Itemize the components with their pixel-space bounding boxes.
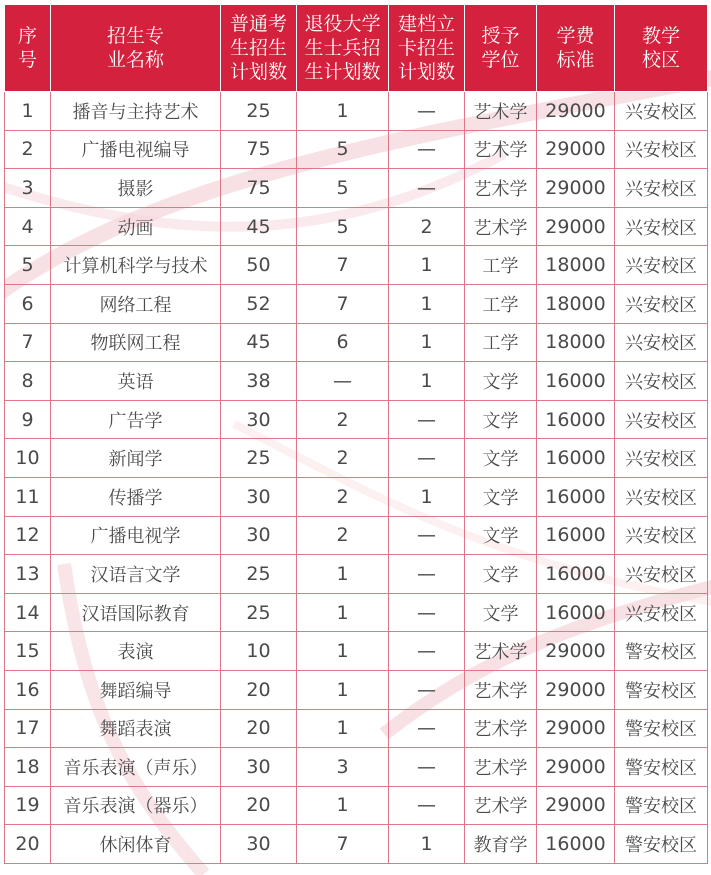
cell-campus: 兴安校区	[615, 130, 708, 169]
cell-regular-plan: 30	[221, 400, 297, 439]
cell-degree: 艺术学	[465, 207, 537, 246]
cell-campus: 兴安校区	[615, 246, 708, 285]
cell-degree: 艺术学	[465, 786, 537, 825]
header-line: 教学	[641, 25, 680, 47]
cell-veteran-plan: 1	[297, 632, 389, 671]
header-regular-plan	[221, 5, 297, 92]
cell-major-name: 计算机科学与技术	[51, 246, 221, 285]
cell-degree: 艺术学	[465, 632, 537, 671]
cell-index: 18	[5, 748, 51, 787]
cell-index: 14	[5, 593, 51, 632]
cell-veteran-plan: 1	[297, 92, 389, 131]
cell-tuition: 29000	[537, 632, 615, 671]
header-line: 号	[17, 49, 37, 71]
cell-veteran-plan: 5	[297, 207, 389, 246]
header-line: 授予	[481, 25, 520, 47]
cell-campus: 兴安校区	[615, 207, 708, 246]
cell-degree: 艺术学	[465, 130, 537, 169]
cell-poverty-plan: —	[389, 709, 465, 748]
cell-regular-plan: 45	[221, 207, 297, 246]
cell-degree: 文学	[465, 593, 537, 632]
header-campus	[615, 5, 708, 92]
cell-poverty-plan: 1	[389, 246, 465, 285]
header-line: 普通考	[229, 13, 287, 35]
table-row	[5, 748, 708, 787]
cell-veteran-plan: 6	[297, 323, 389, 362]
table-row	[5, 477, 708, 516]
cell-regular-plan: 10	[221, 632, 297, 671]
cell-veteran-plan: 1	[297, 593, 389, 632]
cell-index: 16	[5, 670, 51, 709]
table-row	[5, 593, 708, 632]
cell-degree: 文学	[465, 516, 537, 555]
cell-tuition: 16000	[537, 555, 615, 594]
cell-major-name: 舞蹈编导	[51, 670, 221, 709]
cell-tuition: 16000	[537, 439, 615, 478]
header-poverty-plan	[389, 5, 465, 92]
header-line: 生士兵招	[304, 37, 381, 59]
table-row	[5, 786, 708, 825]
cell-regular-plan: 20	[221, 670, 297, 709]
cell-veteran-plan: 1	[297, 786, 389, 825]
cell-major-name: 汉语言文学	[51, 555, 221, 594]
header-line: 计划数	[229, 61, 287, 83]
header-line: 学位	[481, 49, 520, 71]
cell-major-name: 传播学	[51, 477, 221, 516]
cell-veteran-plan: 1	[297, 670, 389, 709]
cell-major-name: 网络工程	[51, 284, 221, 323]
cell-campus: 兴安校区	[615, 593, 708, 632]
cell-poverty-plan: —	[389, 748, 465, 787]
table-row	[5, 516, 708, 555]
enrollment-table-container	[4, 4, 707, 867]
cell-regular-plan: 30	[221, 477, 297, 516]
header-tuition	[537, 5, 615, 92]
cell-veteran-plan: 7	[297, 284, 389, 323]
cell-poverty-plan: 1	[389, 362, 465, 401]
table-row	[5, 169, 708, 208]
cell-poverty-plan: —	[389, 130, 465, 169]
cell-index: 1	[5, 92, 51, 131]
cell-major-name: 汉语国际教育	[51, 593, 221, 632]
cell-degree: 文学	[465, 439, 537, 478]
cell-poverty-plan: 1	[389, 477, 465, 516]
cell-regular-plan: 30	[221, 825, 297, 864]
cell-index: 8	[5, 362, 51, 401]
header-line: 卡招生	[397, 37, 455, 59]
cell-poverty-plan: —	[389, 786, 465, 825]
cell-degree: 文学	[465, 477, 537, 516]
cell-regular-plan: 45	[221, 323, 297, 362]
cell-campus: 兴安校区	[615, 169, 708, 208]
table-row	[5, 400, 708, 439]
cell-index: 17	[5, 709, 51, 748]
header-line: 校区	[641, 49, 680, 71]
cell-degree: 文学	[465, 555, 537, 594]
cell-major-name: 音乐表演（器乐）	[51, 786, 221, 825]
header-line: 建档立	[397, 13, 455, 35]
cell-veteran-plan: 1	[297, 709, 389, 748]
cell-tuition: 16000	[537, 477, 615, 516]
cell-tuition: 29000	[537, 92, 615, 131]
cell-degree: 文学	[465, 362, 537, 401]
cell-degree: 艺术学	[465, 92, 537, 131]
cell-major-name: 广告学	[51, 400, 221, 439]
cell-index: 7	[5, 323, 51, 362]
cell-campus: 警安校区	[615, 825, 708, 864]
cell-index: 9	[5, 400, 51, 439]
enrollment-plan-table	[4, 4, 708, 864]
cell-poverty-plan: —	[389, 516, 465, 555]
cell-index: 5	[5, 246, 51, 285]
cell-veteran-plan: 5	[297, 169, 389, 208]
cell-index: 19	[5, 786, 51, 825]
cell-tuition: 29000	[537, 207, 615, 246]
cell-index: 3	[5, 169, 51, 208]
cell-major-name: 播音与主持艺术	[51, 92, 221, 131]
cell-index: 12	[5, 516, 51, 555]
header-line: 生计划数	[304, 61, 381, 83]
cell-campus: 警安校区	[615, 632, 708, 671]
cell-veteran-plan: 2	[297, 400, 389, 439]
cell-poverty-plan: —	[389, 169, 465, 208]
cell-major-name: 音乐表演（声乐）	[51, 748, 221, 787]
cell-tuition: 16000	[537, 362, 615, 401]
header-line: 招生专	[106, 25, 164, 47]
cell-major-name: 动画	[51, 207, 221, 246]
cell-degree: 文学	[465, 400, 537, 439]
cell-regular-plan: 52	[221, 284, 297, 323]
cell-poverty-plan: 1	[389, 323, 465, 362]
cell-index: 2	[5, 130, 51, 169]
cell-degree: 教育学	[465, 825, 537, 864]
cell-campus: 警安校区	[615, 786, 708, 825]
cell-regular-plan: 20	[221, 786, 297, 825]
cell-index: 20	[5, 825, 51, 864]
cell-tuition: 29000	[537, 748, 615, 787]
cell-veteran-plan: —	[297, 362, 389, 401]
header-line: 生招生	[229, 37, 287, 59]
cell-tuition: 16000	[537, 593, 615, 632]
cell-degree: 工学	[465, 284, 537, 323]
cell-degree: 艺术学	[465, 709, 537, 748]
cell-campus: 兴安校区	[615, 400, 708, 439]
cell-tuition: 16000	[537, 825, 615, 864]
table-row	[5, 323, 708, 362]
table-row	[5, 670, 708, 709]
cell-veteran-plan: 2	[297, 516, 389, 555]
cell-poverty-plan: —	[389, 670, 465, 709]
cell-degree: 艺术学	[465, 169, 537, 208]
cell-veteran-plan: 7	[297, 825, 389, 864]
cell-tuition: 16000	[537, 516, 615, 555]
cell-regular-plan: 20	[221, 709, 297, 748]
header-line: 标准	[556, 49, 595, 71]
cell-campus: 兴安校区	[615, 92, 708, 131]
table-row	[5, 362, 708, 401]
cell-tuition: 18000	[537, 284, 615, 323]
table-header-row	[5, 5, 708, 92]
cell-major-name: 休闲体育	[51, 825, 221, 864]
table-row	[5, 632, 708, 671]
cell-major-name: 英语	[51, 362, 221, 401]
cell-regular-plan: 25	[221, 555, 297, 594]
cell-regular-plan: 50	[221, 246, 297, 285]
cell-tuition: 29000	[537, 169, 615, 208]
cell-index: 15	[5, 632, 51, 671]
table-body	[5, 92, 708, 864]
table-row	[5, 825, 708, 864]
cell-campus: 警安校区	[615, 748, 708, 787]
cell-major-name: 舞蹈表演	[51, 709, 221, 748]
cell-index: 10	[5, 439, 51, 478]
header-degree	[465, 5, 537, 92]
cell-poverty-plan: —	[389, 400, 465, 439]
cell-tuition: 29000	[537, 670, 615, 709]
cell-poverty-plan: 1	[389, 825, 465, 864]
header-veteran-plan	[297, 5, 389, 92]
cell-poverty-plan: —	[389, 439, 465, 478]
table-row	[5, 555, 708, 594]
header-major-name	[51, 5, 221, 92]
cell-regular-plan: 30	[221, 516, 297, 555]
cell-index: 11	[5, 477, 51, 516]
cell-index: 6	[5, 284, 51, 323]
cell-major-name: 表演	[51, 632, 221, 671]
cell-regular-plan: 25	[221, 439, 297, 478]
table-row	[5, 709, 708, 748]
cell-degree: 工学	[465, 323, 537, 362]
cell-campus: 兴安校区	[615, 516, 708, 555]
header-line: 序	[17, 25, 37, 47]
cell-campus: 警安校区	[615, 709, 708, 748]
cell-degree: 艺术学	[465, 748, 537, 787]
cell-veteran-plan: 2	[297, 439, 389, 478]
cell-poverty-plan: —	[389, 632, 465, 671]
table-row	[5, 92, 708, 131]
cell-tuition: 18000	[537, 246, 615, 285]
cell-degree: 艺术学	[465, 670, 537, 709]
cell-poverty-plan: 2	[389, 207, 465, 246]
cell-veteran-plan: 7	[297, 246, 389, 285]
cell-major-name: 新闻学	[51, 439, 221, 478]
cell-tuition: 29000	[537, 786, 615, 825]
cell-index: 13	[5, 555, 51, 594]
cell-poverty-plan: 1	[389, 284, 465, 323]
table-row	[5, 439, 708, 478]
header-line: 业名称	[106, 49, 164, 71]
header-line: 计划数	[397, 61, 455, 83]
cell-tuition: 18000	[537, 323, 615, 362]
cell-campus: 兴安校区	[615, 439, 708, 478]
table-row	[5, 246, 708, 285]
cell-major-name: 摄影	[51, 169, 221, 208]
cell-regular-plan: 30	[221, 748, 297, 787]
cell-poverty-plan: —	[389, 555, 465, 594]
cell-regular-plan: 75	[221, 130, 297, 169]
cell-tuition: 29000	[537, 709, 615, 748]
cell-campus: 兴安校区	[615, 477, 708, 516]
cell-veteran-plan: 3	[297, 748, 389, 787]
cell-campus: 兴安校区	[615, 323, 708, 362]
cell-tuition: 29000	[537, 130, 615, 169]
header-line: 学费	[556, 25, 595, 47]
cell-degree: 工学	[465, 246, 537, 285]
cell-veteran-plan: 2	[297, 477, 389, 516]
cell-regular-plan: 25	[221, 92, 297, 131]
table-row	[5, 207, 708, 246]
cell-major-name: 物联网工程	[51, 323, 221, 362]
cell-veteran-plan: 1	[297, 555, 389, 594]
cell-poverty-plan: —	[389, 593, 465, 632]
cell-campus: 兴安校区	[615, 555, 708, 594]
cell-regular-plan: 25	[221, 593, 297, 632]
header-line: 退役大学	[304, 13, 381, 35]
cell-campus: 兴安校区	[615, 362, 708, 401]
cell-campus: 兴安校区	[615, 284, 708, 323]
cell-tuition: 16000	[537, 400, 615, 439]
cell-major-name: 广播电视学	[51, 516, 221, 555]
cell-index: 4	[5, 207, 51, 246]
table-row	[5, 130, 708, 169]
header-index	[5, 5, 51, 92]
cell-major-name: 广播电视编导	[51, 130, 221, 169]
cell-campus: 警安校区	[615, 670, 708, 709]
cell-regular-plan: 75	[221, 169, 297, 208]
cell-poverty-plan: —	[389, 92, 465, 131]
table-row	[5, 284, 708, 323]
cell-veteran-plan: 5	[297, 130, 389, 169]
cell-regular-plan: 38	[221, 362, 297, 401]
